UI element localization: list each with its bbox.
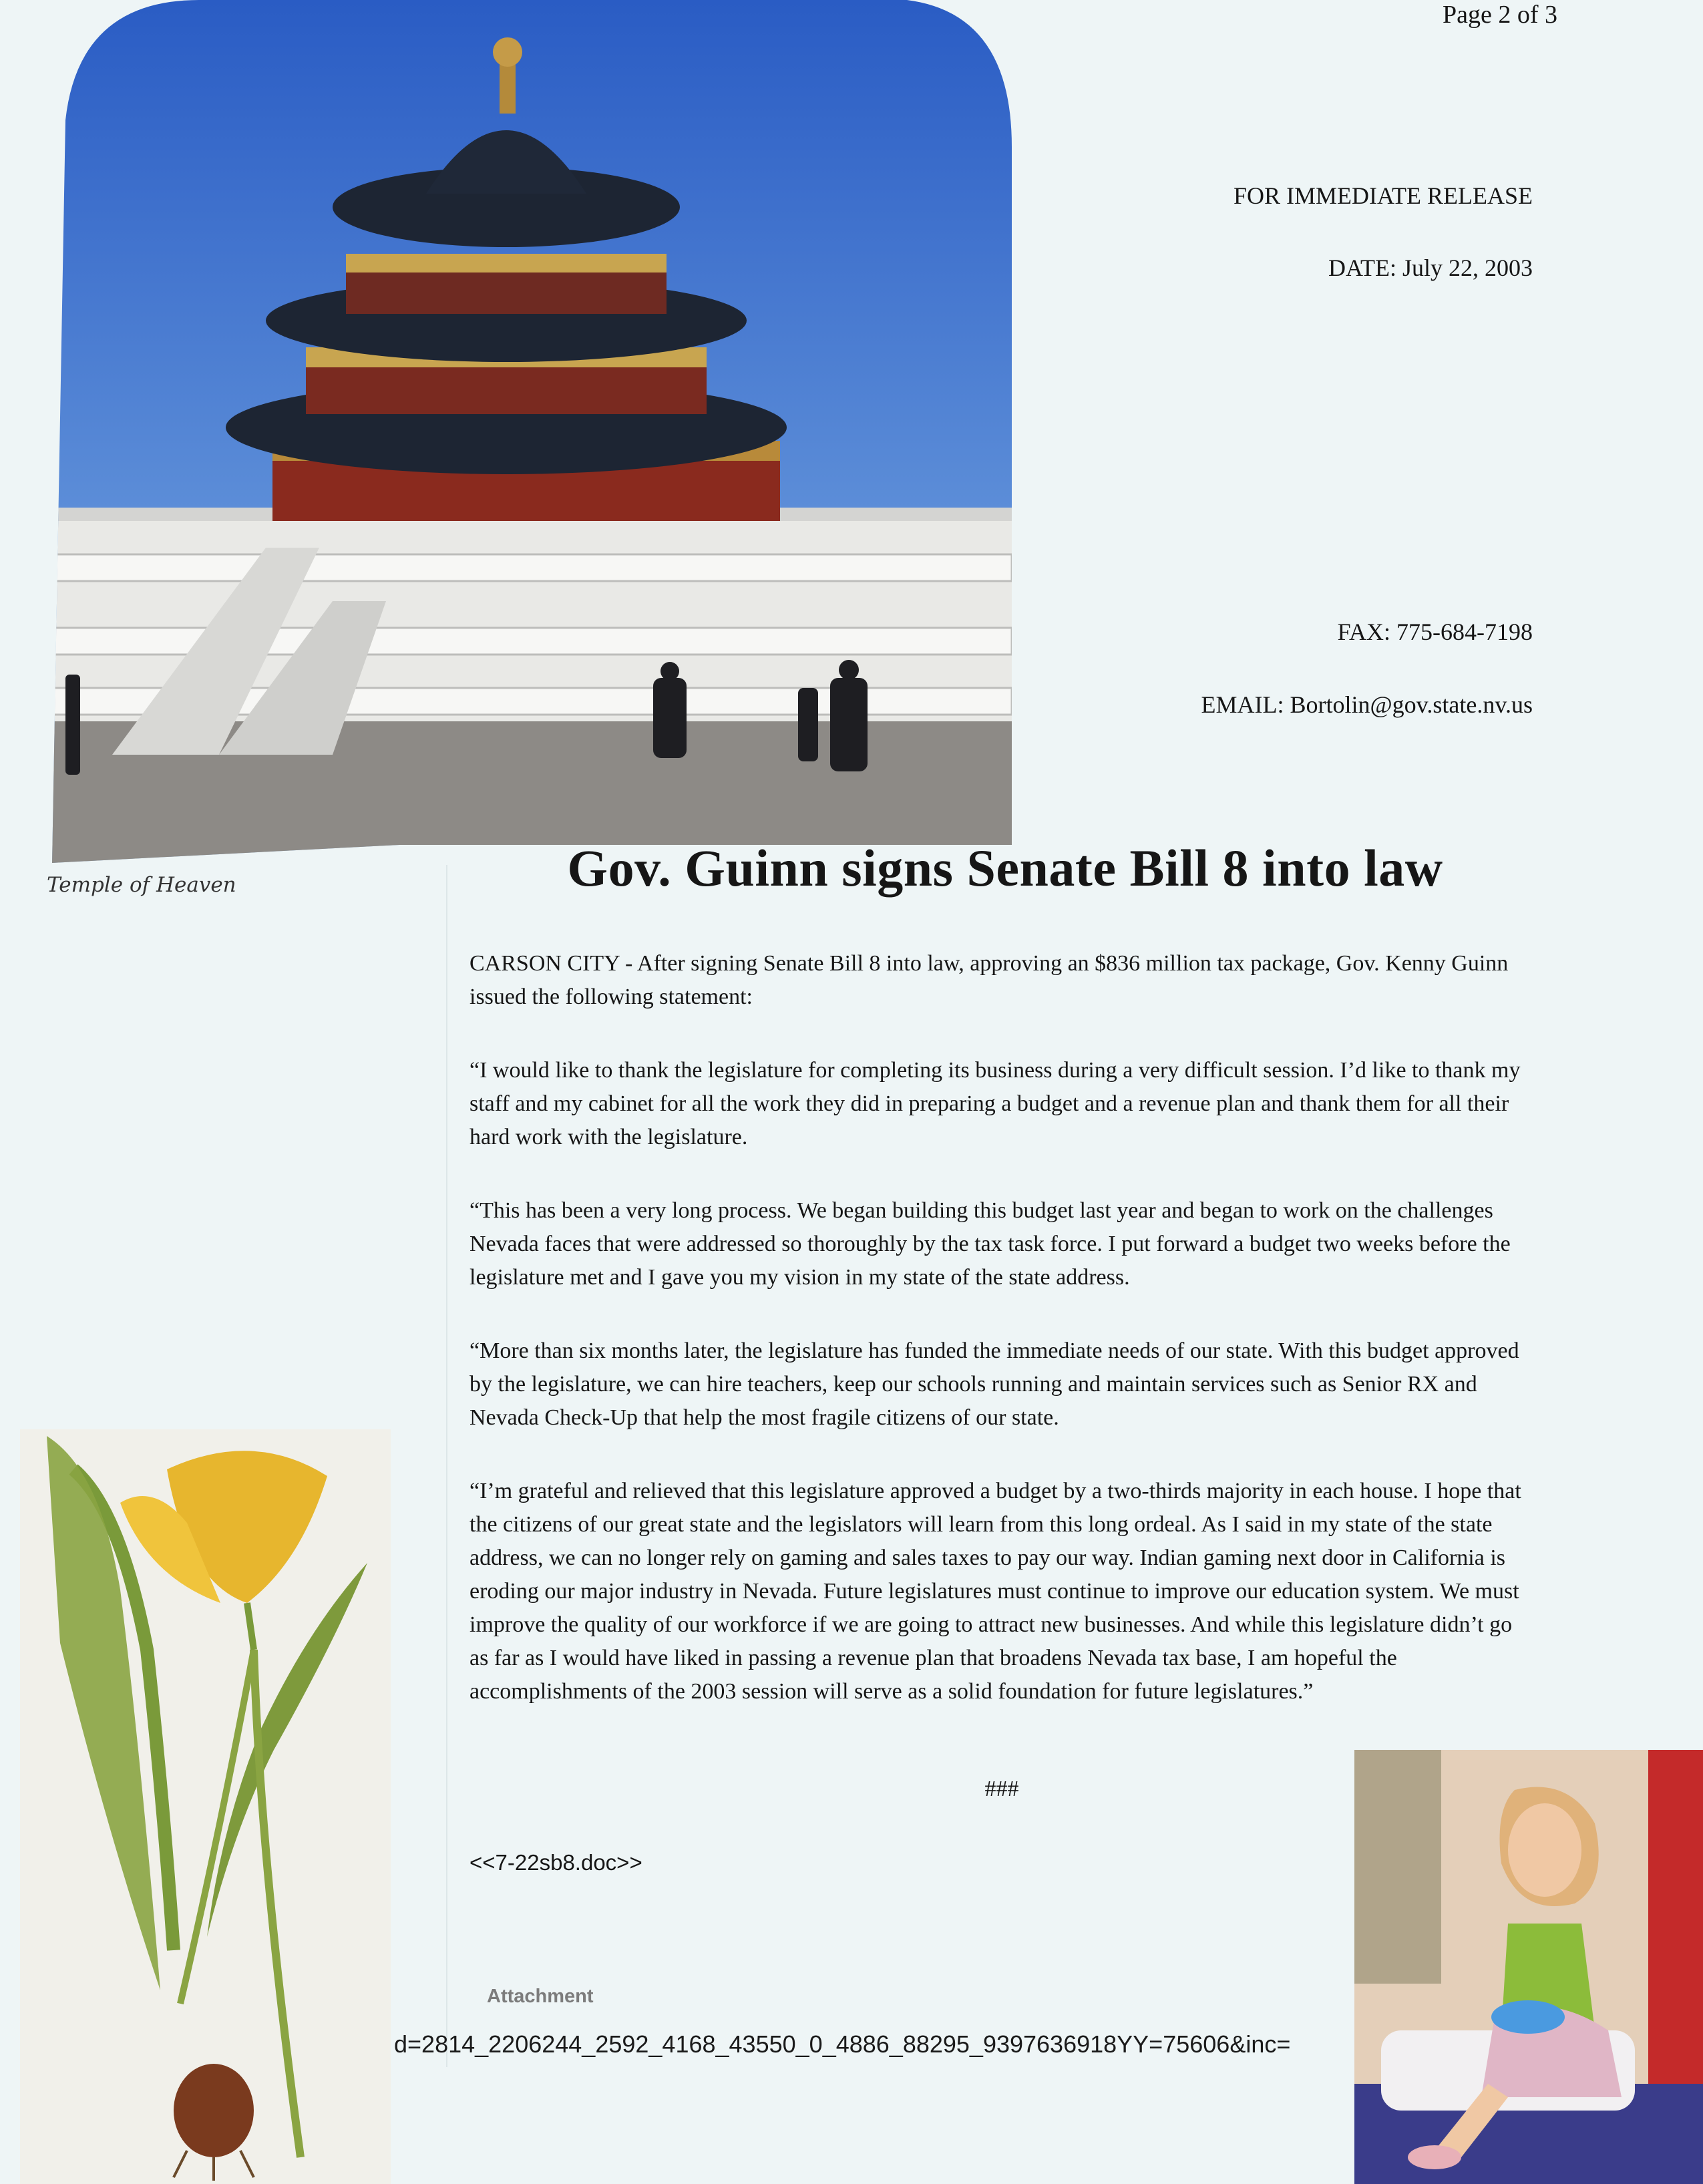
temple-of-heaven-photo — [52, 0, 1012, 868]
contact-email: EMAIL: Bortolin@gov.state.nv.us — [1201, 691, 1533, 718]
column-divider — [446, 865, 447, 2067]
paragraph — [469, 947, 1535, 1014]
page-number: Page 2 of 3 — [1443, 1, 1558, 29]
photo-caption: Temple of Heaven — [47, 873, 236, 897]
paragraph — [469, 1334, 1535, 1435]
paragraph-text: “This has been a very long process. We began building this budget last year and began to work on the challenges Nevada faces that were addressed so thoroughly by the tax task force. I put forward a budget two weeks before the legislature met and I gave you my vision in my state of the state address. — [469, 1198, 1511, 1290]
attachment-label: Attachment — [487, 1986, 594, 2007]
end-marker: ### — [984, 1777, 1019, 1801]
release-date: DATE: July 22, 2003 — [1328, 254, 1533, 281]
attachment-filename: <<7-22sb8.doc>> — [469, 1850, 642, 1875]
release-label: FOR IMMEDIATE RELEASE — [1234, 182, 1533, 209]
child-photo — [1354, 1750, 1703, 2184]
headline: Gov. Guinn signs Senate Bill 8 into law — [567, 839, 1443, 897]
paragraph-text: “I’m grateful and relieved that this legislature approved a budget by a two-thirds majority in each house. I hope that the citizens of our great state and the legislators will learn from this long ordeal. As I said in my state of the state address, we can no longer rely on gaming and sales taxes to pay our way. Indian gaming next door in California is eroding our major industry in Nevada. Future legislatures must continue to improve our education system. We must improve the quality of our workforce if we are going to attract new businesses. And while this legislature didn’t go as far as I would have liked in passing a revenue plan that broadens Nevada tax base, I am hopeful the accomplishments of the 2003 session will serve as a solid foundation for future legislatures.” — [469, 1479, 1521, 1704]
paragraph — [469, 1194, 1535, 1294]
paragraph-text: “More than six months later, the legislature has funded the immediate needs of our state. With this budget approved by the legislature, we can hire teachers, keep our schools running and maintain services such as Senior RX and Nevada Check-Up that help the most fragile citizens of our state. — [469, 1338, 1519, 1430]
fax-number: FAX: 775-684-7198 — [1337, 618, 1533, 645]
paragraph — [469, 1054, 1535, 1154]
paragraph-text: CARSON CITY - After signing Senate Bill 8 into law, approving an $836 million tax package, Gov. Kenny Guinn issued the following statement: — [469, 951, 1509, 1009]
paragraph-text: “I would like to thank the legislature for completing its business during a very difficult session. I’d like to thank my staff and my cabinet for all the work they did in preparing a budget and a revenue plan and thank them for all their hard work with the legislature. — [469, 1058, 1521, 1149]
url-fragment: d=2814_2206244_2592_4168_43550_0_4886_88295_9397636918YY=75606&inc= — [394, 2030, 1291, 2058]
paragraph — [469, 1475, 1535, 1708]
tulip-illustration — [20, 1429, 391, 2184]
